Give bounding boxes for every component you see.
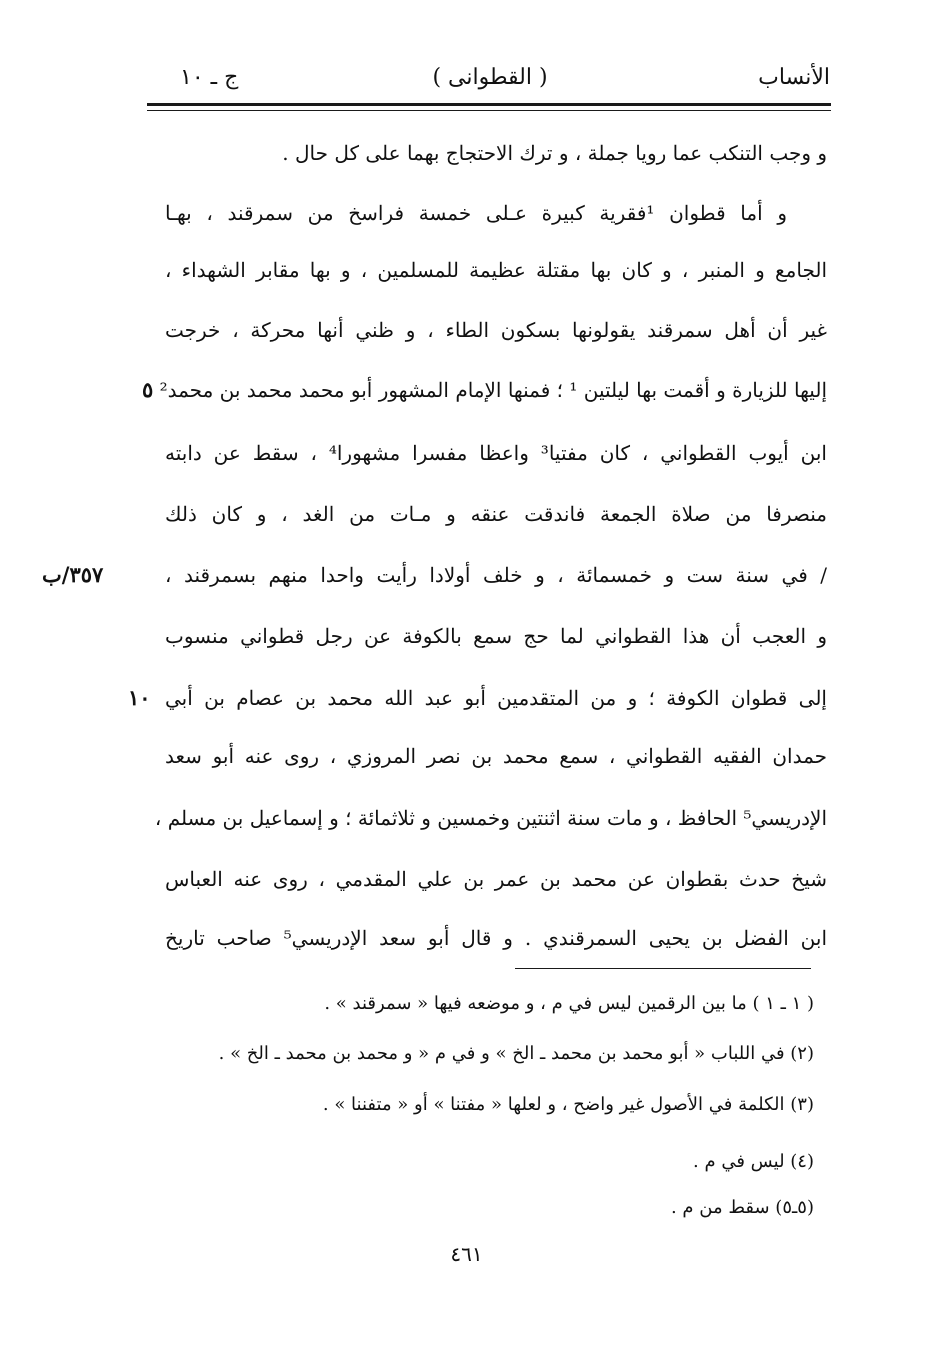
folio-marker: ٣٥٧/ب (42, 562, 104, 587)
body-line: / في سنة ست و خمسمائة ، و خلف أولادا رأيت واحدا منهم بسمرقند ، (165, 563, 827, 587)
footnote: (٢) في اللباب « أبو محمد بن محمد ـ الخ » و في م « و محمد بن محمد ـ الخ » . (218, 1043, 814, 1064)
header-rule-thin (147, 110, 831, 111)
header-volume: ج ـ ١٠ (180, 65, 239, 90)
body-line: حمدان الفقيه القطواني ، سمع محمد بن نصر المروزي ، روى عنه أبو سعد (165, 744, 827, 768)
footnote: ( ١ ـ ١ ) ما بين الرقمين ليس في م ، و موضعه فيها « سمرقند » . (324, 993, 814, 1014)
body-line: إلى قطوان الكوفة ؛ و من المتقدمين أبو عبد الله محمد بن عصام بن أبي (165, 686, 827, 710)
body-line: و العجب أن هذا القطواني لما حج سمع بالكوفة عن رجل قطواني منسوب (165, 624, 827, 648)
body-line: إليها للزيارة و أقمت بها ليلتين ¹ ؛ فمنها الإمام المشهور أبو محمد محمد بن محمد² (159, 378, 827, 402)
body-line: و أما قطوان ¹فقرية كبيرة عـلى خمسة فراسخ من سمرقند ، بهـا (165, 201, 787, 225)
body-line: منصرفا من صلاة الجمعة فاندقت عنقه و مـات من الغد ، و كان ذلك (165, 502, 827, 526)
body-line: شيخ حدث بقطوان عن محمد بن عمر بن علي المقدمي ، روى عنه العباس (165, 867, 827, 891)
body-line: و وجب التنكب عما رويا جملة ، و ترك الاحتجاج بهما على كل حال . (282, 141, 827, 165)
footnote: (٥ـ٥) سقط من م . (670, 1197, 814, 1218)
body-line: الجامع و المنبر ، و كان بها مقتلة عظيمة للمسلمين ، و بها مقابر الشهداء ، (165, 258, 827, 282)
body-line: ابن أيوب القطواني ، كان مفتيا³ واعظا مفسرا مشهورا⁴ ، سقط عن دابته (165, 441, 827, 465)
footnote-rule (515, 968, 811, 969)
body-line: ابن الفضل بن يحيى السمرقندي . و قال أبو سعد الإدريسي⁵ صاحب تاريخ (165, 926, 827, 950)
body-line: الإدريسي⁵ الحافظ ، و مات سنة اثنتين وخمسين و ثلاثمائة ؛ و إسماعيل بن مسلم ، (154, 806, 827, 830)
header-book-title: الأنساب (758, 65, 830, 90)
running-header (150, 58, 830, 98)
footnote: (٤) ليس في م . (693, 1151, 814, 1172)
line-number-5: ٥ (142, 377, 154, 402)
body-line: غير أن أهل سمرقند يقولونها بسكون الطاء ، و ظني أنها محركة ، خرجت (165, 318, 827, 342)
page-number: ٤٦١ (450, 1242, 483, 1266)
line-number-10: ١٠ (128, 685, 151, 710)
footnote: (٣) الكلمة في الأصول غير واضح ، و لعلها « مفتنا » أو « متفننا » . (322, 1094, 814, 1115)
header-rule-thick (147, 103, 831, 106)
header-entry-title: ( القطوانی ) (432, 65, 548, 90)
